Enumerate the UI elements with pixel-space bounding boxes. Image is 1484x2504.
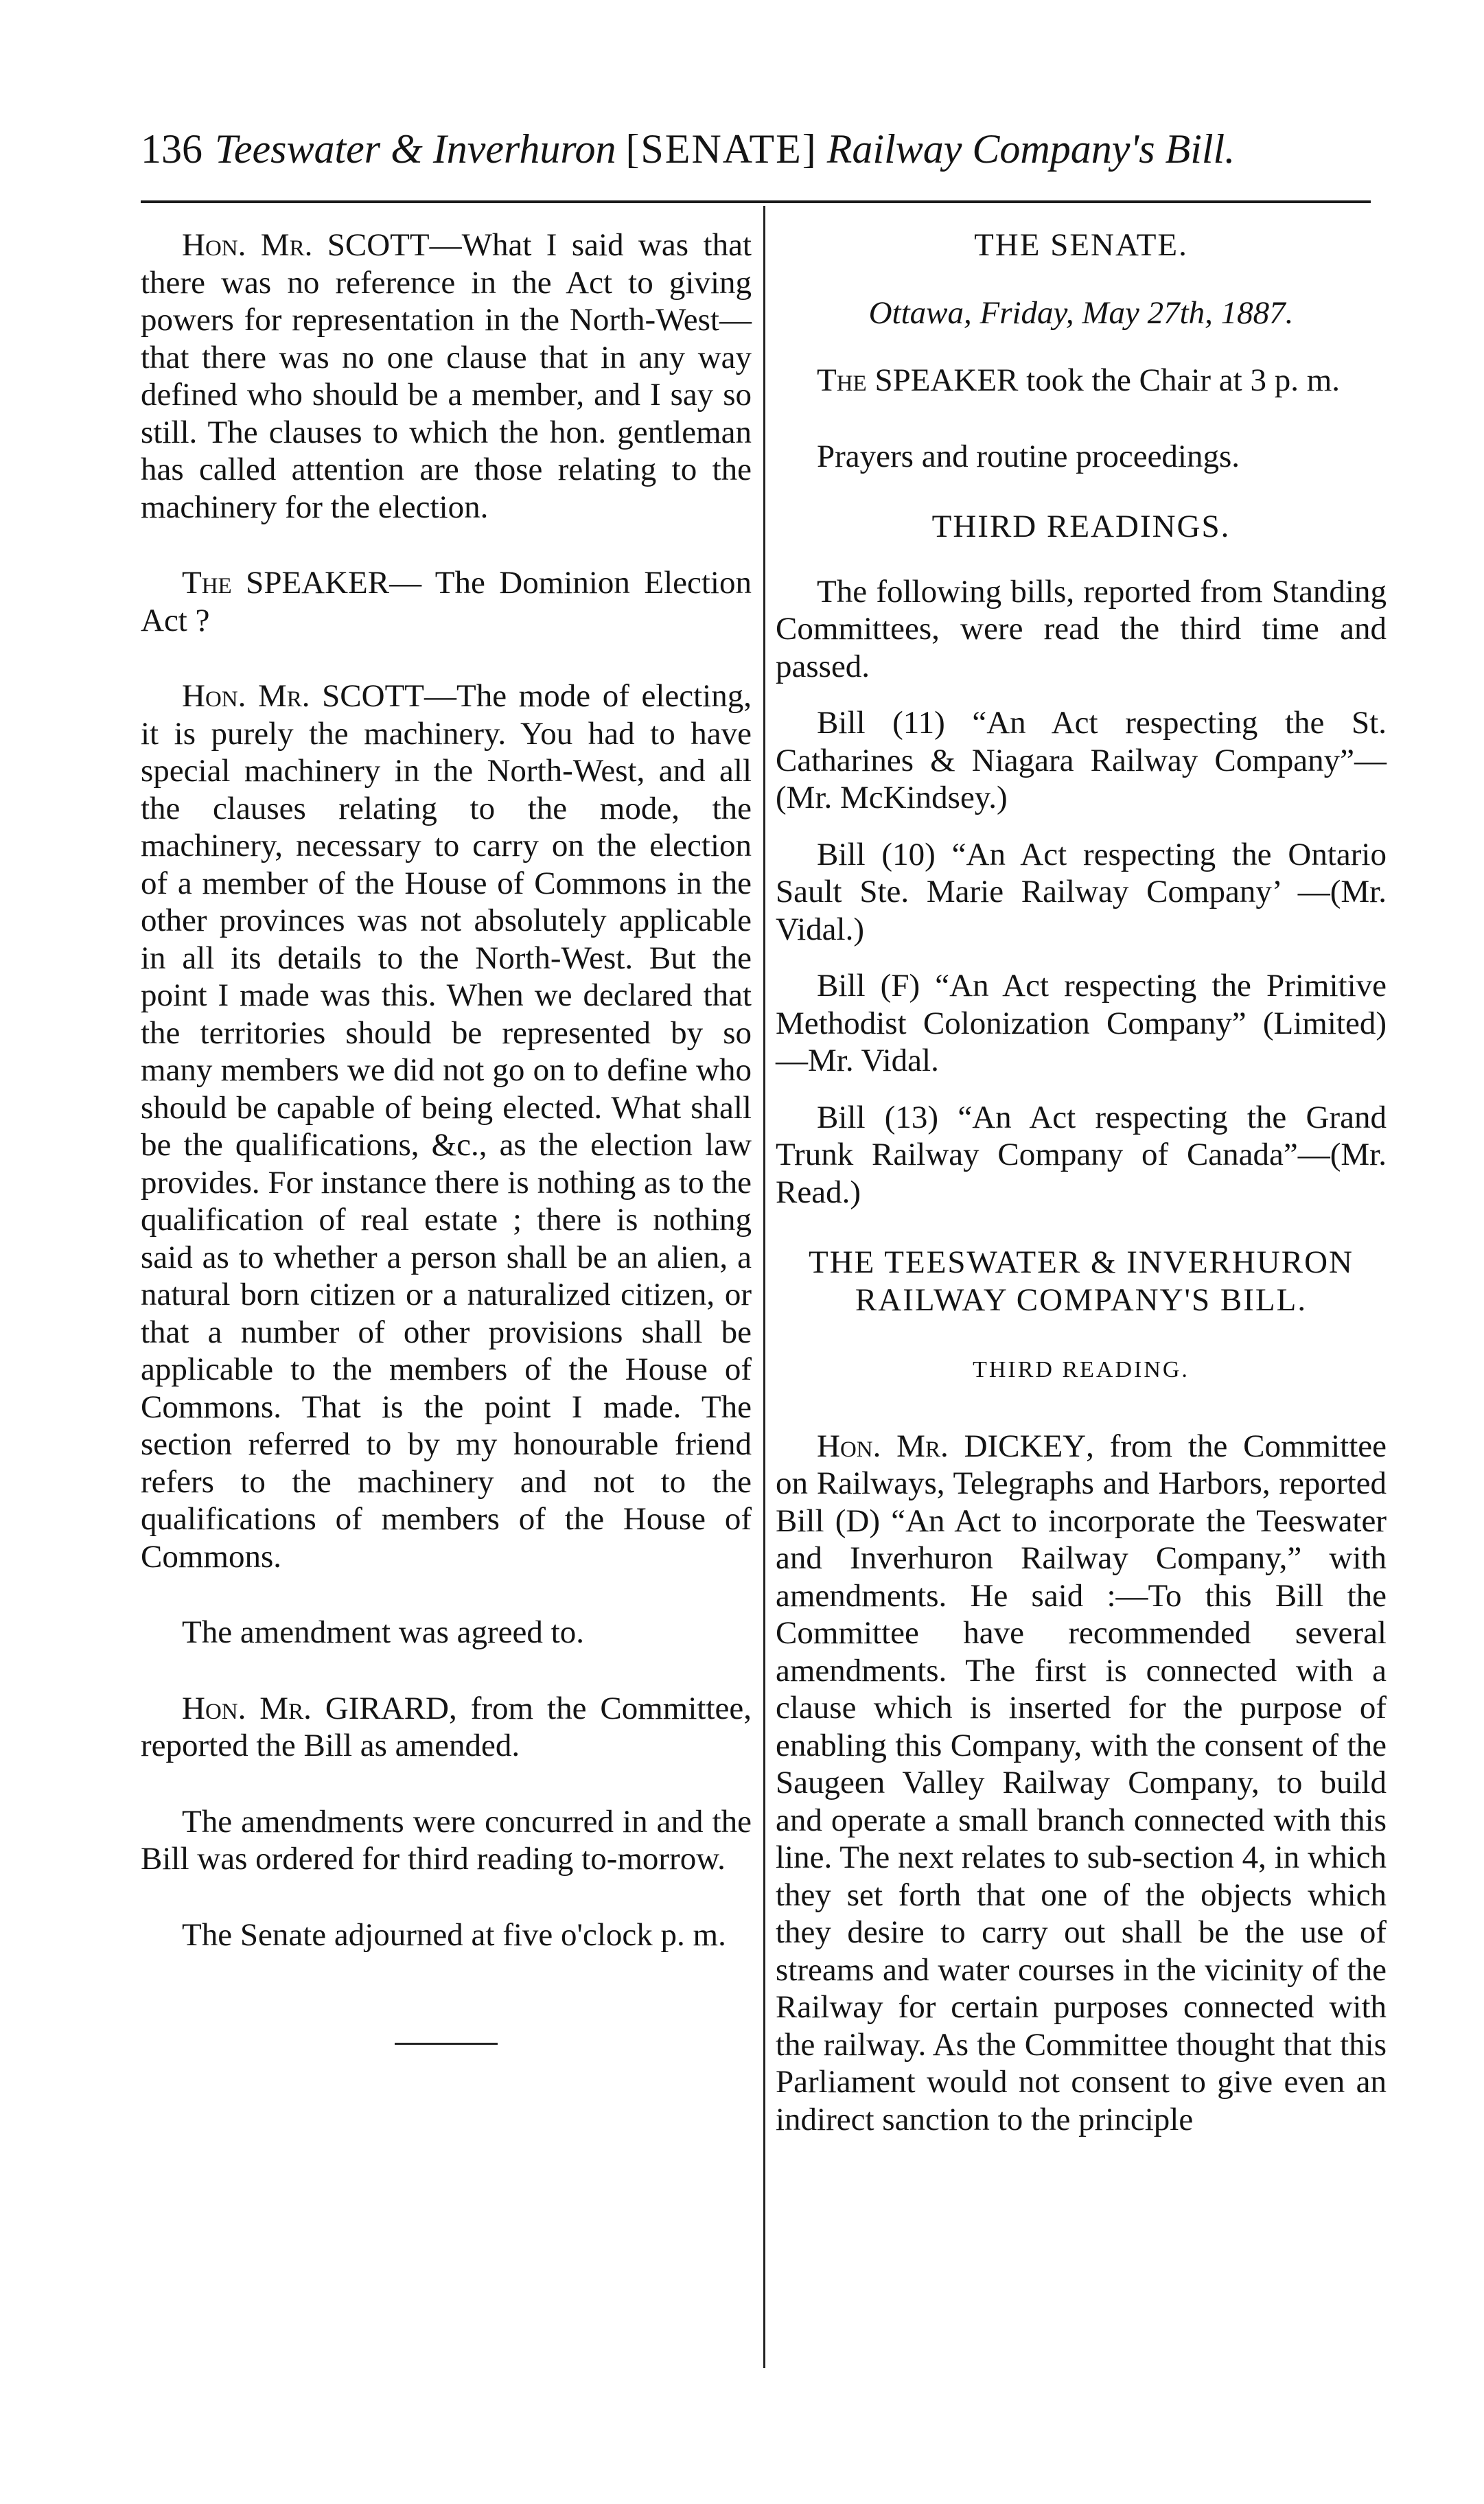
section-heading-teeswater-bill: THE TEESWATER & INVERHURON RAILWAY COMPANY'S BILL. — [809, 1244, 1354, 1318]
paragraph-speaker-chair — [776, 362, 1387, 399]
speech-text: —What I said was that there was no reference in the Act to giving powers for representation in the North-West—that there was no one clause that in any way defined who should be a member, and I say so still. The clauses to which the hon. gentleman has called attention are those relating to the machinery for the election. — [141, 227, 752, 525]
paragraph-adjourned: The Senate adjourned at five o'clock p. m. — [182, 1916, 726, 1953]
paragraph-dickey — [776, 1428, 1387, 2139]
running-header — [141, 118, 1363, 180]
paragraph-following-bills: The following bills, reported from Standing Committees, were read the third time and passed. — [776, 573, 1387, 684]
paragraph-amendment-agreed: The amendment was agreed to. — [182, 1614, 584, 1650]
page-number: 136 — [141, 126, 202, 172]
speaker-name: Hon. Mr. SCOTT — [182, 678, 424, 714]
bill-item: Bill (11) “An Act respecting the St. Catharines & Niagara Railway Company”— (Mr. McKindsey.) — [776, 705, 1387, 815]
paragraph-scott-1 — [141, 227, 752, 526]
header-left-title: Teeswater & Inverhuron — [215, 126, 616, 172]
speech-text: took the Chair at 3 p. m. — [1018, 362, 1341, 398]
bill-item: Bill (13) “An Act respecting the Grand Trunk Railway Company of Canada”—(Mr. Read.) — [776, 1099, 1387, 1210]
speaker-name: The SPEAKER — [182, 565, 390, 601]
right-column — [776, 227, 1387, 2138]
header-section: [SENATE] — [625, 126, 818, 172]
paragraph-speaker — [141, 564, 752, 639]
speaker-name: Hon. Mr. SCOTT — [182, 227, 430, 263]
speech-text: — The Dominion Election Act ? — [141, 565, 752, 638]
speaker-name: The SPEAKER — [817, 362, 1019, 398]
paragraph-prayers: Prayers and routine proceedings. — [817, 438, 1240, 474]
paragraph-girard — [141, 1690, 752, 1765]
left-column — [141, 227, 752, 2045]
speech-text: , from the Committee, reported the Bill as amended. — [141, 1690, 752, 1763]
speech-text: , from the Committee on Railways, Telegraphs and Harbors, reported Bill (D) “An Act to incorporate the Teeswater and Inverhuron Railway Company,” with amendments. He said :—To this Bill the Committee have recommended several amendments. The first is connected with a clause which is inserted for the purpose of enabling this Company, with the consent of the Saugeen Valley Railway Company, to build and operate a small branch connected with this line. The next relates to sub-section 4, in which they set forth that one of the objects which they desire to carry out shall be the use of streams and water courses in the vicinity of the Railway for certain purposes connected with the railway. As the Committee thought that this Parliament would not consent to give even an indirect sanction to the principle — [776, 1428, 1387, 2137]
dateline: Ottawa, Friday, May 27th, 1887. — [868, 294, 1294, 331]
column-divider — [763, 206, 765, 2368]
speaker-name: Hon. Mr. GIRARD — [182, 1690, 449, 1726]
speech-text: —The mode of electing, it is purely the machinery. You had to have special machinery in the North-West, and all the clauses relating to the mode, the machinery, necessary to carry on the election of a member of the House of Commons in the other provinces was not absolutely applicable in all its details to the North-West. But the point I made was this. When we declared that the territories should be represented by so many members we did not go on to define who should be capable of being elected. What shall be the qualifications, &c., as the election law provides. For instance there is nothing as to the qualification of real estate ; there is nothing said as to whether a person shall be an alien, a natural born citizen or a naturalized citizen, or that a number of other provisions shall be applicable to the members of the House of Commons. That is the point I made. The section referred to by my honourable friend refers to the machinery and not to the qualifications of members of the House of Commons. — [141, 678, 752, 1575]
paragraph-amendments-concurred: The amendments were concurred in and the Bill was ordered for third reading to-morrow. — [141, 1803, 752, 1877]
section-heading-third-readings: THIRD READINGS. — [931, 509, 1231, 544]
paragraph-scott-2 — [141, 677, 752, 1575]
bill-item: Bill (F) “An Act respecting the Primitive Methodist Colonization Company” (Limited)—Mr. Vidal. — [776, 968, 1387, 1078]
bill-item: Bill (10) “An Act respecting the Ontario Sault Ste. Marie Railway Company’ —(Mr. Vidal.) — [776, 836, 1387, 947]
subheading-third-reading: THIRD READING. — [973, 1357, 1190, 1382]
end-rule — [395, 2043, 498, 2045]
header-right-title: Railway Company's Bill. — [826, 126, 1236, 172]
header-rule — [141, 200, 1371, 203]
speaker-name: Hon. Mr. DICKEY — [817, 1428, 1087, 1464]
section-heading-senate: THE SENATE. — [974, 227, 1188, 263]
